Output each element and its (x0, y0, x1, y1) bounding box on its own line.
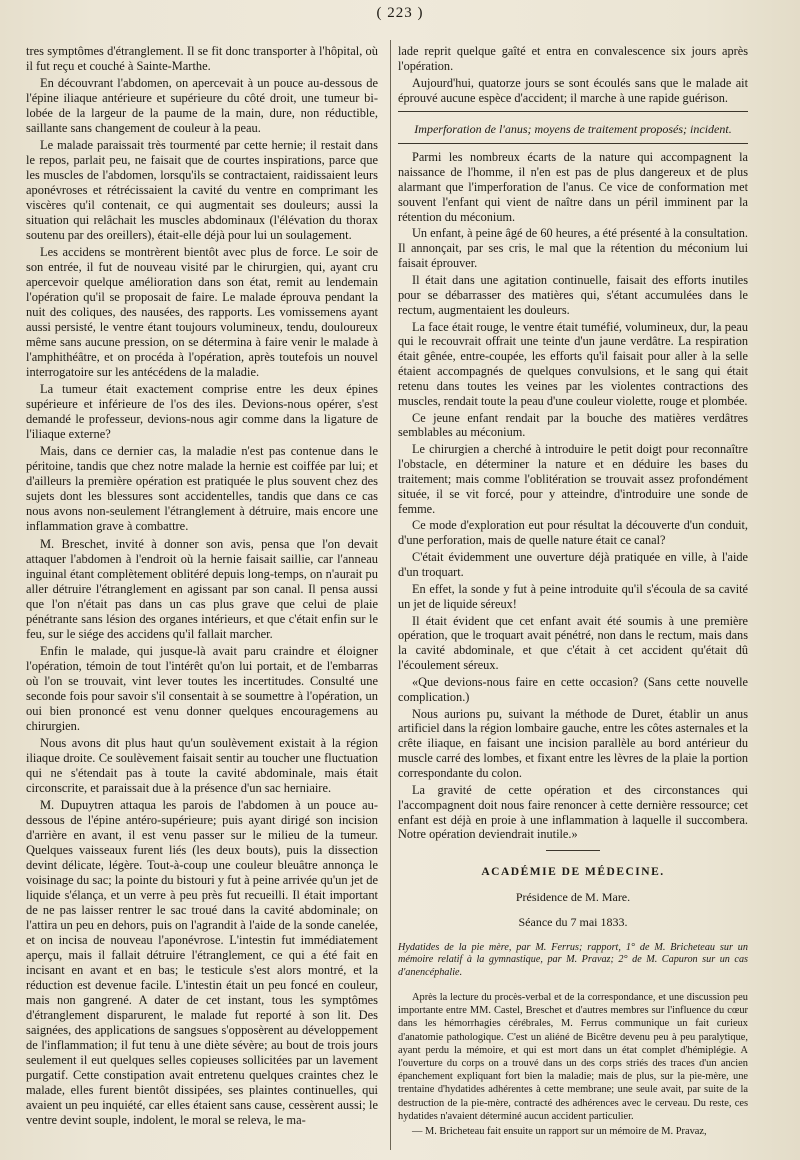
paragraph: Le malade paraissait très tourmenté par cette hernie; il restait dans le repos, parlait peu, ne faisait que de courtes inspirations, parce que les muscles de l'abdomen, lorsqu'ils se contractaient, raidissaient leurs aponévroses et rétrécissaient la cavité du ventre en comprimant les viscères qu'il contenait, ce qui augmentait ses douleurs; aussi la situation qui relâchait les muscles abdominaux (l'élévation du thorax soutenu par des oreillers), était-elle déjà pour lui un soulagement. (26, 138, 378, 243)
paragraph: Enfin le malade, qui jusque-là avait paru craindre et éloigner l'opération, témoin de tout l'intérêt qu'on lui portait, et de l'embarras où l'on se trouvait, vint lever toutes les incertitudes. Consulté une seconde fois pour savoir s'il consentait à se soumettre à l'opération, un oui bien prononcé est venu donner quelques encouragemens au chirurgien. (26, 643, 378, 733)
paragraph: M. Dupuytren attaqua les parois de l'abdomen à un pouce au-dessous de l'épine antéro-supérieure; puis ayant dirigé son incision d'arrière en avant, il est venu passer sur le milieu de la tumeur. Quelques vaisseaux furent liés (les deux bouts), puis la dissection devint délicate, légère. Tout-à-coup une couleur bleuâtre annonça le voisinage du sac; la pointe du bistouri y fut à peine arrivée qu'un jet de liquide s'élança, et un verre à peu près fut recueilli. Il était important de ne pas laisser rentrer le sac troué dans la cavité abdominale; on l'attira un peu en dehors, puis on l'agrandit à l'aide de la sonde canelée, et on incisa de nouveau l'aponévrose. L'intestin fut immédiatement aperçu, mais il fallait détruire l'étranglement, ce qui a été fait en incisant en avant et en bas; le testicule s'est alors montré, et la réduction est devenue facile. L'intestin était un peu foncé en couleur, mais non gangrené. A dater de cet instant, tous les symptômes d'étranglement disparurent, le malade fut reporté à son lit. Des saignées, des applications de sangsues s'opposèrent au développement de l'inflammation; il fut tenu à une diète sévère; au bout de trois jours seulement il eut quelques selles copieuses sollicitées par un lavement purgatif. Cette constipation avait entretenu quelques craintes chez le malade, elles furent bientôt dissipées, ses plaintes continuelles, qui avaient un peu inquiété, car elles étaient sans cause, cessèrent aussi; le ventre devint souple, indolent, le moral se releva, le ma- (26, 797, 378, 1128)
section-rule (546, 850, 600, 851)
paragraph: — M. Bricheteau fait ensuite un rapport sur un mémoire de M. Pravaz, (412, 1125, 707, 1137)
paragraph: Parmi les nombreux écarts de la nature qui accompagnent la naissance de l'homme, il n'en est pas de plus dangereux et de plus alarmant que l'imperforation de l'anus. Ce vice de conformation met souvent l'enfant qui vient de naître dans un péril imminent par la rétention du méconium. (398, 150, 748, 224)
section-title: Imperforation de l'anus; moyens de traitement proposés; incident. (414, 122, 732, 137)
column-divider (390, 40, 391, 1150)
paragraph: Un enfant, à peine âgé de 60 heures, a été présenté à la consultation. Il annonçait, par ses cris, le mal que la rétention du méconium lui faisait éprouver. (398, 226, 748, 271)
paragraph: Ce mode d'exploration eut pour résultat la découverte d'un conduit, d'une perforation, mais de quelle nature était ce canal? (398, 518, 748, 548)
paragraph: C'était évidemment une ouverture déjà pratiquée en ville, à l'aide d'un troquart. (398, 550, 748, 579)
paragraph: En découvrant l'abdomen, on apercevait à un pouce au-dessous de l'épine iliaque antérieure et supérieure du côté droit, une tumeur bi-lobée de la largeur de la paume de la main, dure, non réductible, saillante sans changement de couleur à la peau. (26, 76, 378, 136)
page-number: ( 223 ) (376, 5, 424, 21)
paragraph: Le chirurgien a cherché à introduire le petit doigt pour reconnaître l'obstacle, en déterminer la nature et en déduire les bases du traitement; mais comme l'oblitération se trouvait assez profondément située, il se vit forcé, pour y atteindre, d'introduire une sonde de femme. (398, 442, 748, 516)
academy-summary: Hydatides de la pie mère, par M. Ferrus; rapport, 1° de M. Bricheteau sur un mémoire relatif à la gymnastique, par M. Pravaz; 2° de M. Capuron sur un cas d'anencéphalie. (398, 941, 748, 978)
paragraph: Nous aurions pu, suivant la méthode de Duret, établir un anus artificiel dans la région lombaire gauche, entre les côtes asternales et la crête iliaque, en faisant une incision parallèle au bord antérieur du muscle carré des lombes, et fixant entre les lèvres de la plaie la portion correspondante du colon. (398, 706, 748, 780)
paragraph: Aujourd'hui, quatorze jours se sont écoulés sans que le malade ait éprouvé aucune espèce d'accident; il marche à une rapide guérison. (398, 75, 748, 105)
paragraph: lade reprit quelque gaîté et entra en convalescence six jours après l'opération. (398, 44, 748, 73)
paragraph: tres symptômes d'étranglement. Il se fit donc transporter à l'hôpital, où il fut reçu et couché à Sainte-Marthe. (26, 44, 378, 74)
paragraph: Il était évident que cet enfant avait été soumis à une première opération, que le troquart avait pénétré, non dans le rectum, mais dans la cavité abdominale, et que c'était à cet accident qu'était dû l'écoulement séreux. (398, 613, 748, 673)
section-rule (398, 111, 748, 112)
paragraph: Mais, dans ce dernier cas, la maladie n'est pas contenue dans le péritoine, tandis que chez notre malade la hernie est coiffée par lui; et d'ailleurs la première opération est pratiquée le plus souvent chez des sujets dont les blessures sont accidentelles, tandis que dans ce cas nous avons non-seulement l'étranglement à détruire, mais encore une inflammation grave à combattre. (26, 444, 378, 534)
academy-text (398, 991, 748, 1138)
right-column (398, 44, 748, 1140)
paragraph: Ce jeune enfant rendait par la bouche des matières verdâtres semblables au méconium. (398, 410, 748, 440)
academy-session-date: Séance du 7 mai 1833. (518, 914, 628, 929)
paragraph: En effet, la sonde y fut à peine introduite qu'il s'écoula de sa cavité un jet de liquide séreux! (398, 581, 748, 611)
paragraph: La face était rouge, le ventre était tuméfié, volumineux, dur, la peau qui le recouvrait offrait une teinte d'un jaune verdâtre. La respiration était gênée, entre-coupée, les efforts qu'il faisait pour aller à la selle étaient accompagnés de quelques convulsions, et le sang qui était retenu dans toutes les veines par les violentes contractions des muscles, rendait toute la peau d'une couleur violette, rouge et plombée. (398, 319, 748, 408)
paragraph: Après la lecture du procès-verbal et de la correspondance, et une discussion peu importante entre MM. Castel, Breschet et d'autres membres sur l'influence du cœur dans les hémorrhagies cérébrales, M. Ferrus communique un fait curieux d'anatomie pathologique. C'est un aliéné de Bicêtre devenu peu à peu paralytique, ayant perdu la mémoire, et qui est mort dans un état complet d'hémiplégie. A l'ouverture du corps on a trouvé dans un des corps striés des traces d'un ancien épanchement expliquant fort bien la maladie; mais de plus, sur la pie-mère, une trentaine d'hydatides adhérentes à cette membrane; une seule avait, par suite de la destruction de la pie-mère, contracté des adhérences avec le cerveau. Du reste, ces hydatides n'avaient déterminé aucun accident particulier. (398, 991, 748, 1122)
section-rule (398, 143, 748, 144)
paragraph: Nous avons dit plus haut qu'un soulèvement existait à la région iliaque droite. Ce soulèvement faisait sentir au toucher une fluctuation qui ne s'étendait pas à toute la cavité abdominale, mais était circonscrite, et paraissait due à la présence d'un sac herniaire. (26, 735, 378, 795)
academy-presidency: Présidence de M. Mare. (515, 890, 631, 905)
paragraph: «Que devions-nous faire en cette occasion? (Sans cette nouvelle complication.) (398, 674, 748, 704)
paragraph: La gravité de cette opération et des circonstances qui l'accompagnent doit nous faire renoncer à cette dernière ressource; cet enfant est déjà en proie à une inflammation à laquelle il succombera. Notre opération deviendrait inutile.» (398, 782, 748, 842)
paragraph: M. Breschet, invité à donner son avis, pensa que l'on devait attaquer l'abdomen à l'endroit où la hernie faisait saillie, car l'anneau inguinal étant complètement oblitéré depuis long-temps, on n'aurait pu aller détruire l'étranglement en agissant par son canal. Il pensa aussi que l'on n'était pas dans un cas plus grave que celui de plaie pénétrante sans lésion des organes intérieurs, et que c'était enfin sur le feu, sur le siége des accidens qu'il fallait marcher. (26, 536, 378, 641)
paragraph: Les accidens se montrèrent bientôt avec plus de force. Le soir de son entrée, il fut de nouveau visité par le chirurgien, qui, ayant cru apercevoir quelque amélioration dans son état, remit au lendemain l'opération qu'il se proposait de faire. Le malade éprouva pendant la nuit des coliques, des nausées, des rapports. Les vomissemens ayant aussi persisté, le ventre étant toujours volumineux, tendu, douloureux même sans aucune pression, on se détermina à faire venir le malade à l'amphithéâtre, et on procéda à l'opération, après toutefois un nouvel interrogatoire sur les antécédens de la maladie. (26, 245, 378, 380)
academy-heading: ACADÉMIE DE MÉDECINE. (481, 866, 665, 879)
paragraph: Il était dans une agitation continuelle, faisait des efforts inutiles pour se débarrasser des matières qui, s'étant accumulées dans le rectum, augmentaient les douleurs. (398, 272, 748, 317)
paragraph: La tumeur était exactement comprise entre les deux épines supérieure et inférieure de l'os des iles. Devions-nous opérer, s'est demandé le professeur, devions-nous agir comme dans la ligature de l'iliaque externe? (26, 382, 378, 442)
left-column (26, 44, 378, 1130)
